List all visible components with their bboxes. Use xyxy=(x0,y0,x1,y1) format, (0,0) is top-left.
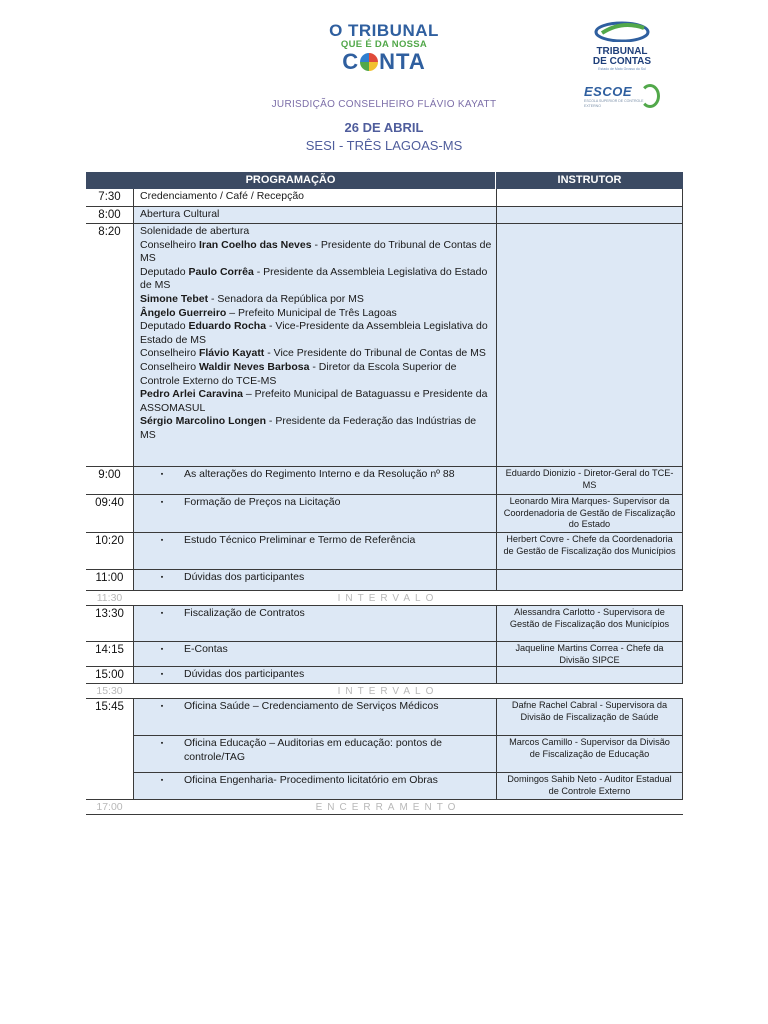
row-instrutor xyxy=(496,207,683,223)
speaker-entry xyxy=(140,266,492,293)
tce-swoosh-icon xyxy=(592,20,652,42)
break-row xyxy=(86,684,683,699)
topic-text: Fiscalização de Contratos xyxy=(184,607,305,619)
tribunal-conta-logo xyxy=(322,22,446,80)
row-programacao xyxy=(133,533,496,569)
speaker-title: - Diretor da Escola Superior de Controle Externo do TCE-MS xyxy=(140,360,457,387)
table-row xyxy=(86,495,683,533)
row-programacao xyxy=(133,773,496,799)
break-row xyxy=(86,591,683,606)
bullet-icon: ▪ xyxy=(160,471,164,478)
tce-logo-line3: Estado de Mato Grosso do Sul xyxy=(598,67,646,71)
speaker-role: Deputado xyxy=(140,320,189,333)
table-row xyxy=(86,207,683,224)
tce-logo-line2: DE CONTAS xyxy=(592,56,652,67)
oficina-item xyxy=(133,699,683,736)
table-row xyxy=(86,570,683,591)
topic-text: Oficina Saúde – Credenciamento de Serviços Médicos xyxy=(184,700,439,712)
row-time: 11:00 xyxy=(95,572,124,584)
jurisdicao-line: JURISDIÇÃO CONSELHEIRO FLÁVIO KAYATT xyxy=(271,99,497,110)
speaker-role: Conselheiro xyxy=(140,347,199,360)
speaker-entry xyxy=(140,415,492,442)
table-row xyxy=(86,467,683,495)
table-row xyxy=(86,533,683,570)
table-row xyxy=(86,606,683,642)
row-time: 14:15 xyxy=(95,644,124,656)
closing-label: ENCERRAMENTO xyxy=(315,802,461,813)
logo-main-line1: O TRIBUNAL xyxy=(329,21,439,40)
row-instrutor: Domingos Sahib Neto - Auditor Estadual de Controle Externo xyxy=(496,773,683,799)
row-instrutor: Leonardo Mira Marques- Supervisor da Coordenadoria de Gestão de Fiscalização do Estado xyxy=(496,495,683,532)
speaker-name: Pedro Arlei Caravina xyxy=(140,388,243,401)
speaker-name: Waldir Neves Barbosa xyxy=(198,360,310,373)
logo-main-line3 xyxy=(322,50,446,74)
speaker-title: - Presidente do Tribunal de Contas de MS xyxy=(140,238,492,265)
row-time: 9:00 xyxy=(98,469,121,481)
table-row xyxy=(86,667,683,684)
row-instrutor: Eduardo Dionizio - Diretor-Geral do TCE-MS xyxy=(496,467,683,494)
row-time: 15:45 xyxy=(95,701,124,713)
row-time: 15:00 xyxy=(95,669,124,681)
bullet-icon: ▪ xyxy=(160,671,164,678)
speaker-name: Flávio Kayatt xyxy=(198,347,265,360)
table-row xyxy=(86,642,683,667)
row-programacao xyxy=(133,699,496,735)
row-instrutor xyxy=(496,570,683,590)
row-programacao xyxy=(133,642,496,666)
logo-main-line2: QUE É DA NOSSA xyxy=(340,39,428,50)
speaker-title: - Vice-Presidente da Assembleia Legislativa do Estado de MS xyxy=(140,320,488,346)
row-instrutor: Marcos Camillo - Supervisor da Divisão de Fiscalização de Educação xyxy=(496,736,683,772)
topic-text: Dúvidas dos participantes xyxy=(184,668,305,680)
topic-text: Oficina Educação – Auditorias em educação: pontos de controle/TAG xyxy=(184,737,442,763)
break-label: INTERVALO xyxy=(337,686,439,697)
row-instrutor: Alessandra Carlotto - Supervisora de Gestão de Fiscalização dos Municípios xyxy=(496,606,683,641)
tce-logo xyxy=(584,20,660,70)
schedule-table xyxy=(86,172,683,815)
row-programacao: Credenciamento / Café / Recepção xyxy=(133,189,496,206)
escoe-logo-text: ESCOE xyxy=(584,84,633,99)
row-programacao xyxy=(133,736,496,772)
speaker-title: - Presidente da Assembleia Legislativa do Estado de MS xyxy=(140,265,488,292)
oficina-item xyxy=(133,736,683,773)
header-instrutor: INSTRUTOR xyxy=(557,174,622,186)
bullet-icon: ▪ xyxy=(160,740,164,747)
speaker-name: Simone Tebet xyxy=(140,292,209,305)
tce-logo-line1: TRIBUNAL xyxy=(596,46,648,57)
row-time: 10:20 xyxy=(95,535,124,547)
speaker-role: Conselheiro xyxy=(140,360,199,373)
topic-text: Oficina Engenharia- Procedimento licitatório em Obras xyxy=(184,774,438,786)
row-time: 13:30 xyxy=(95,608,124,620)
closing-time: 17:00 xyxy=(96,801,123,813)
bullet-icon: ▪ xyxy=(160,703,164,710)
row-instrutor xyxy=(496,667,683,683)
table-row-solenidade xyxy=(86,224,683,467)
closing-row xyxy=(86,800,683,815)
speaker-name: Ângelo Guerreiro xyxy=(140,306,227,319)
break-time: 11:30 xyxy=(96,592,123,604)
row-time: 7:30 xyxy=(98,191,121,203)
break-label: INTERVALO xyxy=(337,593,439,604)
row-instrutor xyxy=(496,224,683,466)
row-instrutor xyxy=(496,189,683,206)
speaker-title: - Vice Presidente do Tribunal de Contas de MS xyxy=(264,347,486,360)
row-instrutor: Jaqueline Martins Correa - Chefe da Divisão SIPCE xyxy=(496,642,683,666)
row-programacao xyxy=(133,467,496,494)
speaker-entry xyxy=(140,388,492,415)
table-row-oficinas xyxy=(86,699,683,800)
speaker-entry xyxy=(140,347,492,361)
topic-text: Dúvidas dos participantes xyxy=(184,571,305,583)
logo-main-nta: NTA xyxy=(379,49,426,74)
solenidade-title: Solenidade de abertura xyxy=(140,225,250,237)
row-time: 09:40 xyxy=(95,497,124,509)
speaker-entry xyxy=(140,239,492,266)
topic-text: Formação de Preços na Licitação xyxy=(184,496,341,508)
row-programacao xyxy=(133,495,496,532)
bullet-icon: ▪ xyxy=(160,537,164,544)
speaker-entry xyxy=(140,293,492,307)
row-programacao xyxy=(133,667,496,683)
row-programacao: Abertura Cultural xyxy=(133,207,496,223)
topic-text: Estudo Técnico Preliminar e Termo de Referência xyxy=(184,534,416,546)
bullet-icon: ▪ xyxy=(160,777,164,784)
bullet-icon: ▪ xyxy=(160,499,164,506)
speaker-title: – Prefeito Municipal de Bataguassu e Presidente da ASSOMASUL xyxy=(140,388,488,414)
table-header xyxy=(86,172,683,189)
solenidade-list xyxy=(133,224,496,466)
logo-main-c: C xyxy=(342,49,360,74)
row-instrutor: Herbert Covre - Chefe da Coordenadoria de Gestão de Fiscalização dos Municípios xyxy=(496,533,683,569)
event-date: 26 DE ABRIL xyxy=(344,120,424,135)
bullet-icon: ▪ xyxy=(160,574,164,581)
speaker-entry xyxy=(140,307,492,321)
row-programacao xyxy=(133,570,496,590)
speaker-name: Sérgio Marcolino Longen xyxy=(140,415,267,428)
escoe-logo-subtitle: ESCOLA SUPERIOR DE CONTROLE EXTERNO xyxy=(584,99,644,108)
topic-text: As alterações do Regimento Interno e da Resolução nº 88 xyxy=(184,468,455,480)
bullet-icon: ▪ xyxy=(160,610,164,617)
oficinas-group xyxy=(133,699,683,799)
bullet-icon: ▪ xyxy=(160,646,164,653)
row-instrutor: Dafne Rachel Cabral - Supervisora da Divisão de Fiscalização de Saúde xyxy=(496,699,683,735)
header-programacao: PROGRAMAÇÃO xyxy=(86,172,496,189)
oficina-item xyxy=(133,773,683,799)
speaker-name: Paulo Corrêa xyxy=(188,265,254,278)
speaker-title: – Prefeito Municipal de Três Lagoas xyxy=(226,306,397,319)
speaker-role: Deputado xyxy=(140,265,189,278)
event-venue: SESI - TRÊS LAGOAS-MS xyxy=(305,138,463,153)
break-time: 15:30 xyxy=(96,685,123,697)
speaker-role: Conselheiro xyxy=(140,238,199,251)
speaker-name: Iran Coelho das Neves xyxy=(198,238,312,251)
row-time: 8:20 xyxy=(98,226,121,238)
row-time: 8:00 xyxy=(98,209,121,221)
topic-text: E-Contas xyxy=(184,643,228,655)
table-row xyxy=(86,189,683,207)
row-programacao xyxy=(133,606,496,641)
speaker-entry xyxy=(140,320,492,347)
speaker-title: - Senadora da República por MS xyxy=(208,292,364,305)
speaker-entry xyxy=(140,361,492,388)
speaker-title: - Presidente da Federação das Indústrias de MS xyxy=(140,415,477,441)
globe-icon xyxy=(360,53,378,71)
speaker-name: Eduardo Rocha xyxy=(188,320,267,333)
